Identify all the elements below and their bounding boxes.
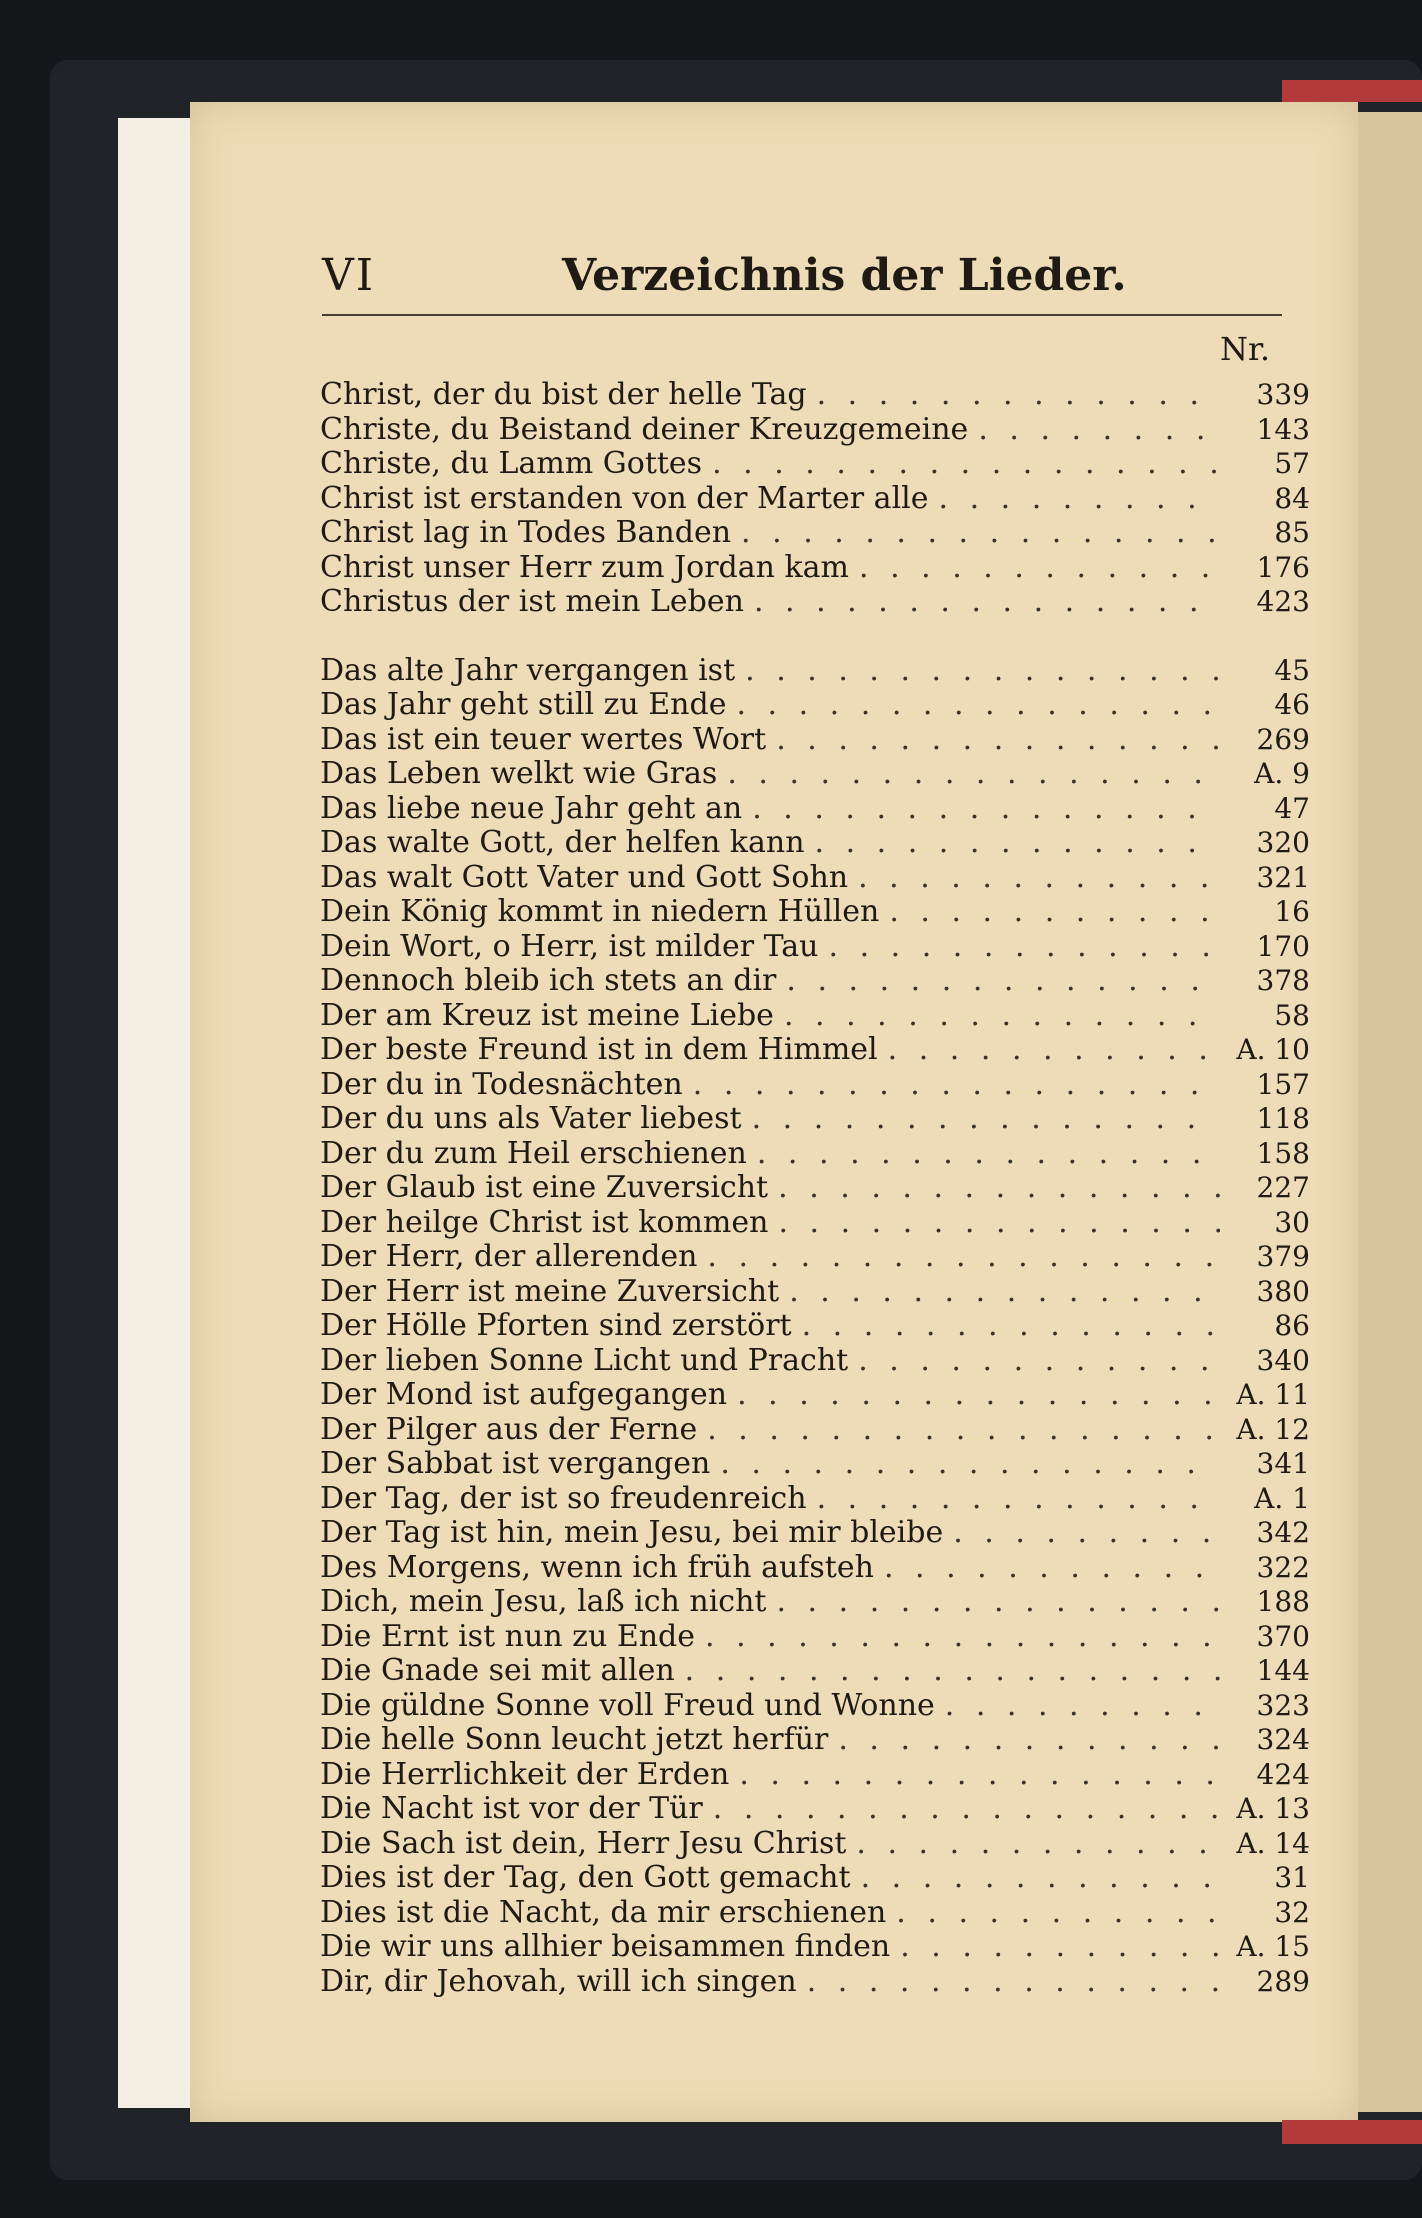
dot-leader — [712, 447, 1220, 482]
entry-title: Die wir uns allhier beisammen finden — [320, 1929, 891, 1964]
entry-title: Der Pilger aus der Ferne — [320, 1411, 698, 1447]
index-entry — [320, 1240, 1310, 1275]
index-entry — [320, 378, 1310, 413]
dot-leader — [838, 1723, 1220, 1758]
index-entry — [320, 1516, 1310, 1551]
index-entry — [320, 551, 1310, 586]
dot-leader — [807, 1965, 1220, 2000]
dot-leader — [757, 1137, 1220, 1172]
entry-title: Der Tag, der ist so freudenreich — [320, 1480, 807, 1516]
index-entry — [320, 1896, 1310, 1931]
dot-leader — [727, 757, 1220, 792]
index-group — [320, 378, 1310, 620]
entry-title: Dich, mein Jesu, laß ich nicht — [320, 1584, 767, 1619]
dot-leader — [737, 1378, 1220, 1413]
index-entry — [320, 1758, 1310, 1793]
index-entry — [320, 723, 1310, 758]
dot-leader — [739, 1758, 1220, 1793]
entry-title: Der du uns als Vater liebest — [320, 1101, 742, 1136]
entry-number: 289 — [1256, 1964, 1310, 1998]
entry-number: A. 12 — [1236, 1412, 1310, 1446]
index-entry — [320, 826, 1310, 861]
entry-title: Der heilge Christ ist kommen — [320, 1204, 769, 1240]
entry-number: A. 1 — [1254, 1481, 1310, 1515]
entry-title: Die helle Sonn leucht jetzt herfür — [320, 1722, 829, 1757]
index-entry — [320, 1102, 1310, 1137]
entry-title: Die Nacht ist vor der Tür — [320, 1791, 703, 1826]
dot-leader — [817, 378, 1220, 413]
dot-leader — [707, 1413, 1220, 1448]
entry-number: 370 — [1256, 1619, 1310, 1653]
entry-title: Christus der ist mein Leben — [320, 584, 744, 619]
entry-number: A. 14 — [1236, 1826, 1310, 1860]
headband-bottom — [1282, 2120, 1422, 2144]
entry-title: Christ unser Herr zum Jordan kam — [320, 549, 849, 585]
dot-leader — [720, 1447, 1220, 1482]
entry-title: Die güldne Sonne voll Freud und Wonne — [320, 1687, 935, 1723]
entry-number: 170 — [1256, 929, 1310, 963]
entry-title: Des Morgens, wenn ich früh aufsteh — [320, 1549, 874, 1585]
dot-leader — [707, 1240, 1220, 1275]
entry-number: 227 — [1256, 1171, 1310, 1204]
entry-number: 342 — [1256, 1516, 1310, 1549]
index-group — [320, 654, 1310, 2000]
entry-title: Das walte Gott, der helfen kann — [320, 825, 805, 860]
index-entry — [320, 1413, 1310, 1448]
entry-number: 323 — [1256, 1688, 1310, 1722]
dot-leader — [685, 1654, 1220, 1689]
entry-number: 157 — [1256, 1067, 1310, 1101]
entry-number: 158 — [1256, 1136, 1310, 1170]
dot-leader — [713, 1792, 1220, 1827]
dot-leader — [789, 1275, 1220, 1310]
entry-number: 380 — [1256, 1274, 1310, 1308]
entry-title: Der Sabbat ist vergangen — [320, 1446, 711, 1481]
entry-title: Christe, du Beistand deiner Kreuzgemeine — [320, 411, 969, 447]
entry-number: 85 — [1274, 516, 1310, 549]
page-title: Verzeichnis der Lieder. — [562, 250, 1127, 301]
entry-title: Der du in Todesnächten — [320, 1066, 683, 1102]
index-entry — [320, 1206, 1310, 1241]
entry-title: Dir, dir Jehovah, will ich singen — [320, 1963, 797, 1999]
entry-title: Dein König kommt in niedern Hüllen — [320, 894, 880, 929]
entry-title: Christ, der du bist der helle Tag — [320, 377, 807, 412]
dot-leader — [896, 1896, 1220, 1931]
entry-number: 30 — [1274, 1205, 1310, 1239]
page-header — [322, 250, 1282, 310]
index-entry — [320, 964, 1310, 999]
index-entry — [320, 1689, 1310, 1724]
headband-top — [1282, 80, 1422, 102]
dot-leader — [741, 516, 1220, 551]
song-index — [320, 378, 1310, 1999]
index-entry — [320, 930, 1310, 965]
entry-title: Das Jahr geht still zu Ende — [320, 687, 727, 722]
entry-number: 176 — [1256, 550, 1310, 584]
entry-title: Das walt Gott Vater und Gott Sohn — [320, 859, 849, 895]
entry-title: Dennoch bleib ich stets an dir — [320, 963, 777, 998]
index-entry — [320, 861, 1310, 896]
entry-number: 46 — [1274, 688, 1310, 721]
entry-number: 144 — [1256, 1654, 1310, 1687]
entry-number: A. 13 — [1236, 1792, 1310, 1825]
index-entry — [320, 1068, 1310, 1103]
entry-number: A. 15 — [1236, 1930, 1310, 1963]
entry-number: 379 — [1256, 1240, 1310, 1273]
entry-title: Die Herrlichkeit der Erden — [320, 1756, 730, 1792]
number-column-label: Nr. — [1220, 330, 1270, 368]
dot-leader — [829, 930, 1220, 965]
dot-leader — [705, 1620, 1220, 1655]
dot-leader — [815, 826, 1220, 861]
index-entry — [320, 757, 1310, 792]
index-entry — [320, 482, 1310, 517]
dot-leader — [945, 1689, 1220, 1724]
dot-leader — [978, 413, 1220, 448]
index-entry — [320, 1930, 1310, 1965]
dot-leader — [736, 688, 1220, 723]
dot-leader — [856, 1827, 1220, 1862]
entry-title: Der Herr, der allerenden — [320, 1239, 698, 1274]
page-number: VI — [322, 250, 376, 301]
entry-number: 340 — [1256, 1343, 1310, 1377]
entry-number: 324 — [1256, 1723, 1310, 1756]
index-entry — [320, 585, 1310, 620]
entry-number: 16 — [1274, 895, 1310, 928]
entry-number: A. 10 — [1236, 1033, 1310, 1066]
index-entry — [320, 1654, 1310, 1689]
dot-leader — [953, 1516, 1220, 1551]
index-entry — [320, 1309, 1310, 1344]
index-entry — [320, 1792, 1310, 1827]
dot-leader — [858, 1344, 1220, 1379]
header-rule — [322, 314, 1282, 316]
entry-title: Der Hölle Pforten sind zerstört — [320, 1308, 792, 1343]
entry-title: Das alte Jahr vergangen ist — [320, 652, 736, 688]
index-entry — [320, 1033, 1310, 1068]
entry-title: Das Leben welkt wie Gras — [320, 756, 718, 791]
entry-title: Der lieben Sonne Licht und Pracht — [320, 1342, 849, 1378]
dot-leader — [858, 861, 1220, 896]
entry-number: 321 — [1256, 860, 1310, 894]
entry-number: 341 — [1256, 1447, 1310, 1480]
dot-leader — [778, 1206, 1220, 1241]
entry-title: Das liebe neue Jahr geht an — [320, 790, 743, 826]
dot-leader — [752, 1102, 1220, 1137]
dot-leader — [889, 895, 1220, 930]
entry-title: Der du zum Heil erschienen — [320, 1135, 747, 1171]
dot-leader — [776, 723, 1220, 758]
entry-title: Der beste Freund ist in dem Himmel — [320, 1032, 878, 1067]
entry-number: 86 — [1274, 1309, 1310, 1342]
entry-title: Christ ist erstanden von der Marter alle — [320, 480, 929, 516]
entry-number: 320 — [1256, 826, 1310, 859]
entry-title: Dein Wort, o Herr, ist milder Tau — [320, 928, 819, 964]
entry-number: 339 — [1256, 378, 1310, 411]
dot-leader — [786, 964, 1220, 999]
entry-number: 269 — [1256, 722, 1310, 756]
index-entry — [320, 1378, 1310, 1413]
dot-leader — [745, 654, 1220, 689]
dot-leader — [754, 585, 1220, 620]
dot-leader — [784, 999, 1220, 1034]
entry-number: 188 — [1256, 1585, 1310, 1618]
entry-number: 45 — [1274, 653, 1310, 687]
index-entry — [320, 654, 1310, 689]
dot-leader — [861, 1861, 1220, 1896]
index-entry — [320, 999, 1310, 1034]
index-entry — [320, 1171, 1310, 1206]
entry-title: Der am Kreuz ist meine Liebe — [320, 997, 774, 1033]
index-entry — [320, 1275, 1310, 1310]
dot-leader — [939, 482, 1220, 517]
entry-number: 31 — [1274, 1861, 1310, 1894]
index-entry — [320, 1723, 1310, 1758]
page-edge-right — [1358, 112, 1422, 2112]
dot-leader — [859, 551, 1220, 586]
entry-number: A. 11 — [1236, 1378, 1310, 1411]
entry-number: 32 — [1274, 1895, 1310, 1929]
index-entry — [320, 1861, 1310, 1896]
dot-leader — [817, 1482, 1220, 1517]
entry-title: Das ist ein teuer wertes Wort — [320, 721, 767, 757]
index-entry — [320, 688, 1310, 723]
dot-leader — [802, 1309, 1220, 1344]
entry-title: Dies ist die Nacht, da mir erschienen — [320, 1894, 887, 1930]
entry-number: 57 — [1274, 447, 1310, 480]
entry-number: 58 — [1274, 998, 1310, 1032]
entry-number: 423 — [1256, 585, 1310, 618]
index-entry — [320, 1344, 1310, 1379]
index-entry — [320, 516, 1310, 551]
index-entry — [320, 1447, 1310, 1482]
index-entry — [320, 447, 1310, 482]
entry-title: Christ lag in Todes Banden — [320, 515, 732, 550]
entry-number: 143 — [1256, 412, 1310, 446]
index-entry — [320, 1827, 1310, 1862]
entry-number: 84 — [1274, 481, 1310, 515]
entry-number: 424 — [1256, 1757, 1310, 1791]
entry-title: Der Herr ist meine Zuversicht — [320, 1273, 780, 1309]
entry-number: 47 — [1274, 791, 1310, 825]
index-entry — [320, 1965, 1310, 2000]
index-entry — [320, 413, 1310, 448]
dot-leader — [888, 1033, 1220, 1068]
dot-leader — [752, 792, 1220, 827]
entry-title: Die Gnade sei mit allen — [320, 1653, 675, 1688]
index-entry — [320, 1585, 1310, 1620]
entry-number: A. 9 — [1254, 757, 1310, 790]
entry-number: 378 — [1256, 964, 1310, 997]
dot-leader — [778, 1171, 1220, 1206]
entry-title: Dies ist der Tag, den Gott gemacht — [320, 1860, 851, 1895]
index-entry — [320, 792, 1310, 827]
index-entry — [320, 1551, 1310, 1586]
entry-title: Der Mond ist aufgegangen — [320, 1377, 728, 1412]
index-entry — [320, 1620, 1310, 1655]
dot-leader — [900, 1930, 1220, 1965]
dot-leader — [693, 1068, 1220, 1103]
index-entry — [320, 895, 1310, 930]
entry-title: Die Ernt ist nun zu Ende — [320, 1618, 696, 1654]
dot-leader — [776, 1585, 1220, 1620]
index-entry — [320, 1482, 1310, 1517]
index-entry — [320, 1137, 1310, 1172]
entry-number: 322 — [1256, 1550, 1310, 1584]
entry-title: Christe, du Lamm Gottes — [320, 446, 703, 481]
entry-number: 118 — [1256, 1102, 1310, 1135]
dot-leader — [884, 1551, 1220, 1586]
entry-title: Der Glaub ist eine Zuversicht — [320, 1170, 769, 1205]
entry-title: Die Sach ist dein, Herr Jesu Christ — [320, 1825, 847, 1861]
entry-title: Der Tag ist hin, mein Jesu, bei mir bleibe — [320, 1515, 944, 1550]
